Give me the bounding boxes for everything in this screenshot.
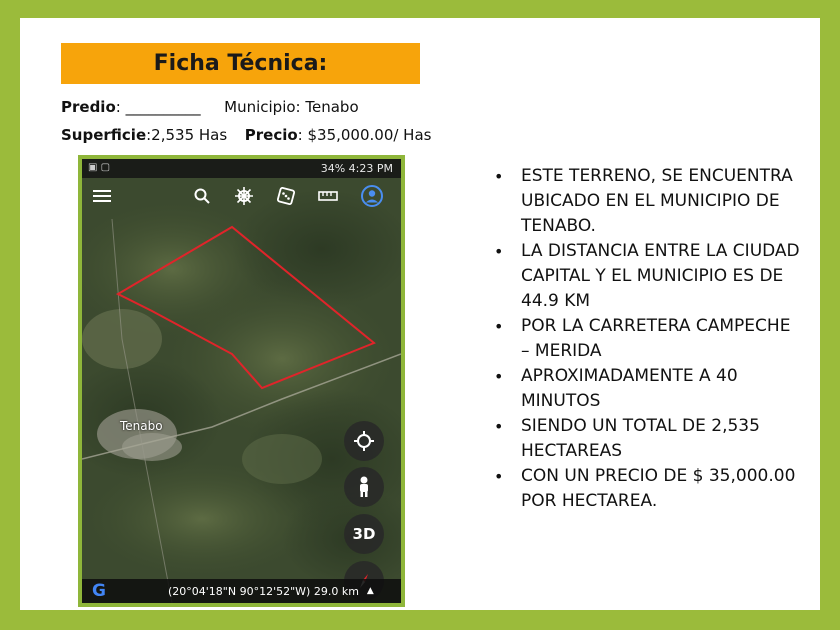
map-bottom-bar bbox=[82, 579, 401, 603]
ruler-icon[interactable] bbox=[316, 184, 340, 208]
expand-up-icon[interactable]: ▲ bbox=[366, 586, 374, 596]
municipio-label: Municipio: bbox=[224, 98, 306, 116]
predio-value: __________ bbox=[125, 98, 201, 116]
dice-icon[interactable] bbox=[274, 184, 298, 208]
status-text: 34% 4:23 PM bbox=[320, 162, 393, 175]
predio-separator: : bbox=[115, 98, 126, 116]
bullet-item: • POR LA CARRETERA CAMPECHE – MERIDA bbox=[494, 314, 804, 364]
bullet-item: • APROXIMADAMENTE A 40 MINUTOS bbox=[494, 364, 804, 414]
google-logo: G bbox=[92, 581, 106, 601]
account-icon[interactable] bbox=[360, 184, 384, 208]
title-banner bbox=[61, 43, 420, 84]
town-label: Tenabo bbox=[120, 419, 163, 433]
precio-label: Precio bbox=[244, 126, 298, 144]
ship-wheel-icon[interactable] bbox=[232, 184, 256, 208]
municipio-value: Tenabo bbox=[305, 98, 359, 116]
superficie-value: :2,535 Has bbox=[146, 126, 228, 144]
bullet-item: • ESTE TERRENO, SE ENCUENTRA UBICADO EN EL MUNICIPIO DE TENABO. bbox=[494, 164, 804, 239]
slide bbox=[20, 18, 820, 610]
bullet-item: • LA DISTANCIA ENTRE LA CIUDAD CAPITAL Y EL MUNICIPIO ES DE 44.9 KM bbox=[494, 239, 804, 314]
status-notification-icons: ▣ ▢ bbox=[88, 162, 111, 173]
superficie-precio-line bbox=[61, 126, 431, 144]
details-bullet-list bbox=[494, 164, 804, 514]
bullet-item: • CON UN PRECIO DE $ 35,000.00 POR HECTAREA. bbox=[494, 464, 804, 514]
locate-icon[interactable] bbox=[344, 421, 384, 461]
pegman-icon[interactable] bbox=[344, 467, 384, 507]
coordinates-readout: (20°04'18"N 90°12'52"W) 29.0 km bbox=[168, 584, 359, 598]
predio-label: Predio bbox=[61, 98, 116, 116]
map-toolbar bbox=[82, 178, 401, 214]
search-icon[interactable] bbox=[190, 184, 214, 208]
bullet-item: • SIENDO UN TOTAL DE 2,535 HECTAREAS bbox=[494, 414, 804, 464]
predio-line bbox=[61, 98, 359, 116]
menu-icon[interactable] bbox=[90, 184, 114, 208]
3d-button[interactable]: 3D bbox=[344, 514, 384, 554]
superficie-label: Superficie bbox=[61, 126, 147, 144]
map-screen[interactable] bbox=[82, 159, 401, 603]
slide-title: Ficha Técnica: bbox=[153, 51, 328, 76]
phone-screenshot bbox=[78, 155, 405, 607]
precio-value: : $35,000.00/ Has bbox=[297, 126, 432, 144]
status-bar bbox=[82, 159, 401, 178]
